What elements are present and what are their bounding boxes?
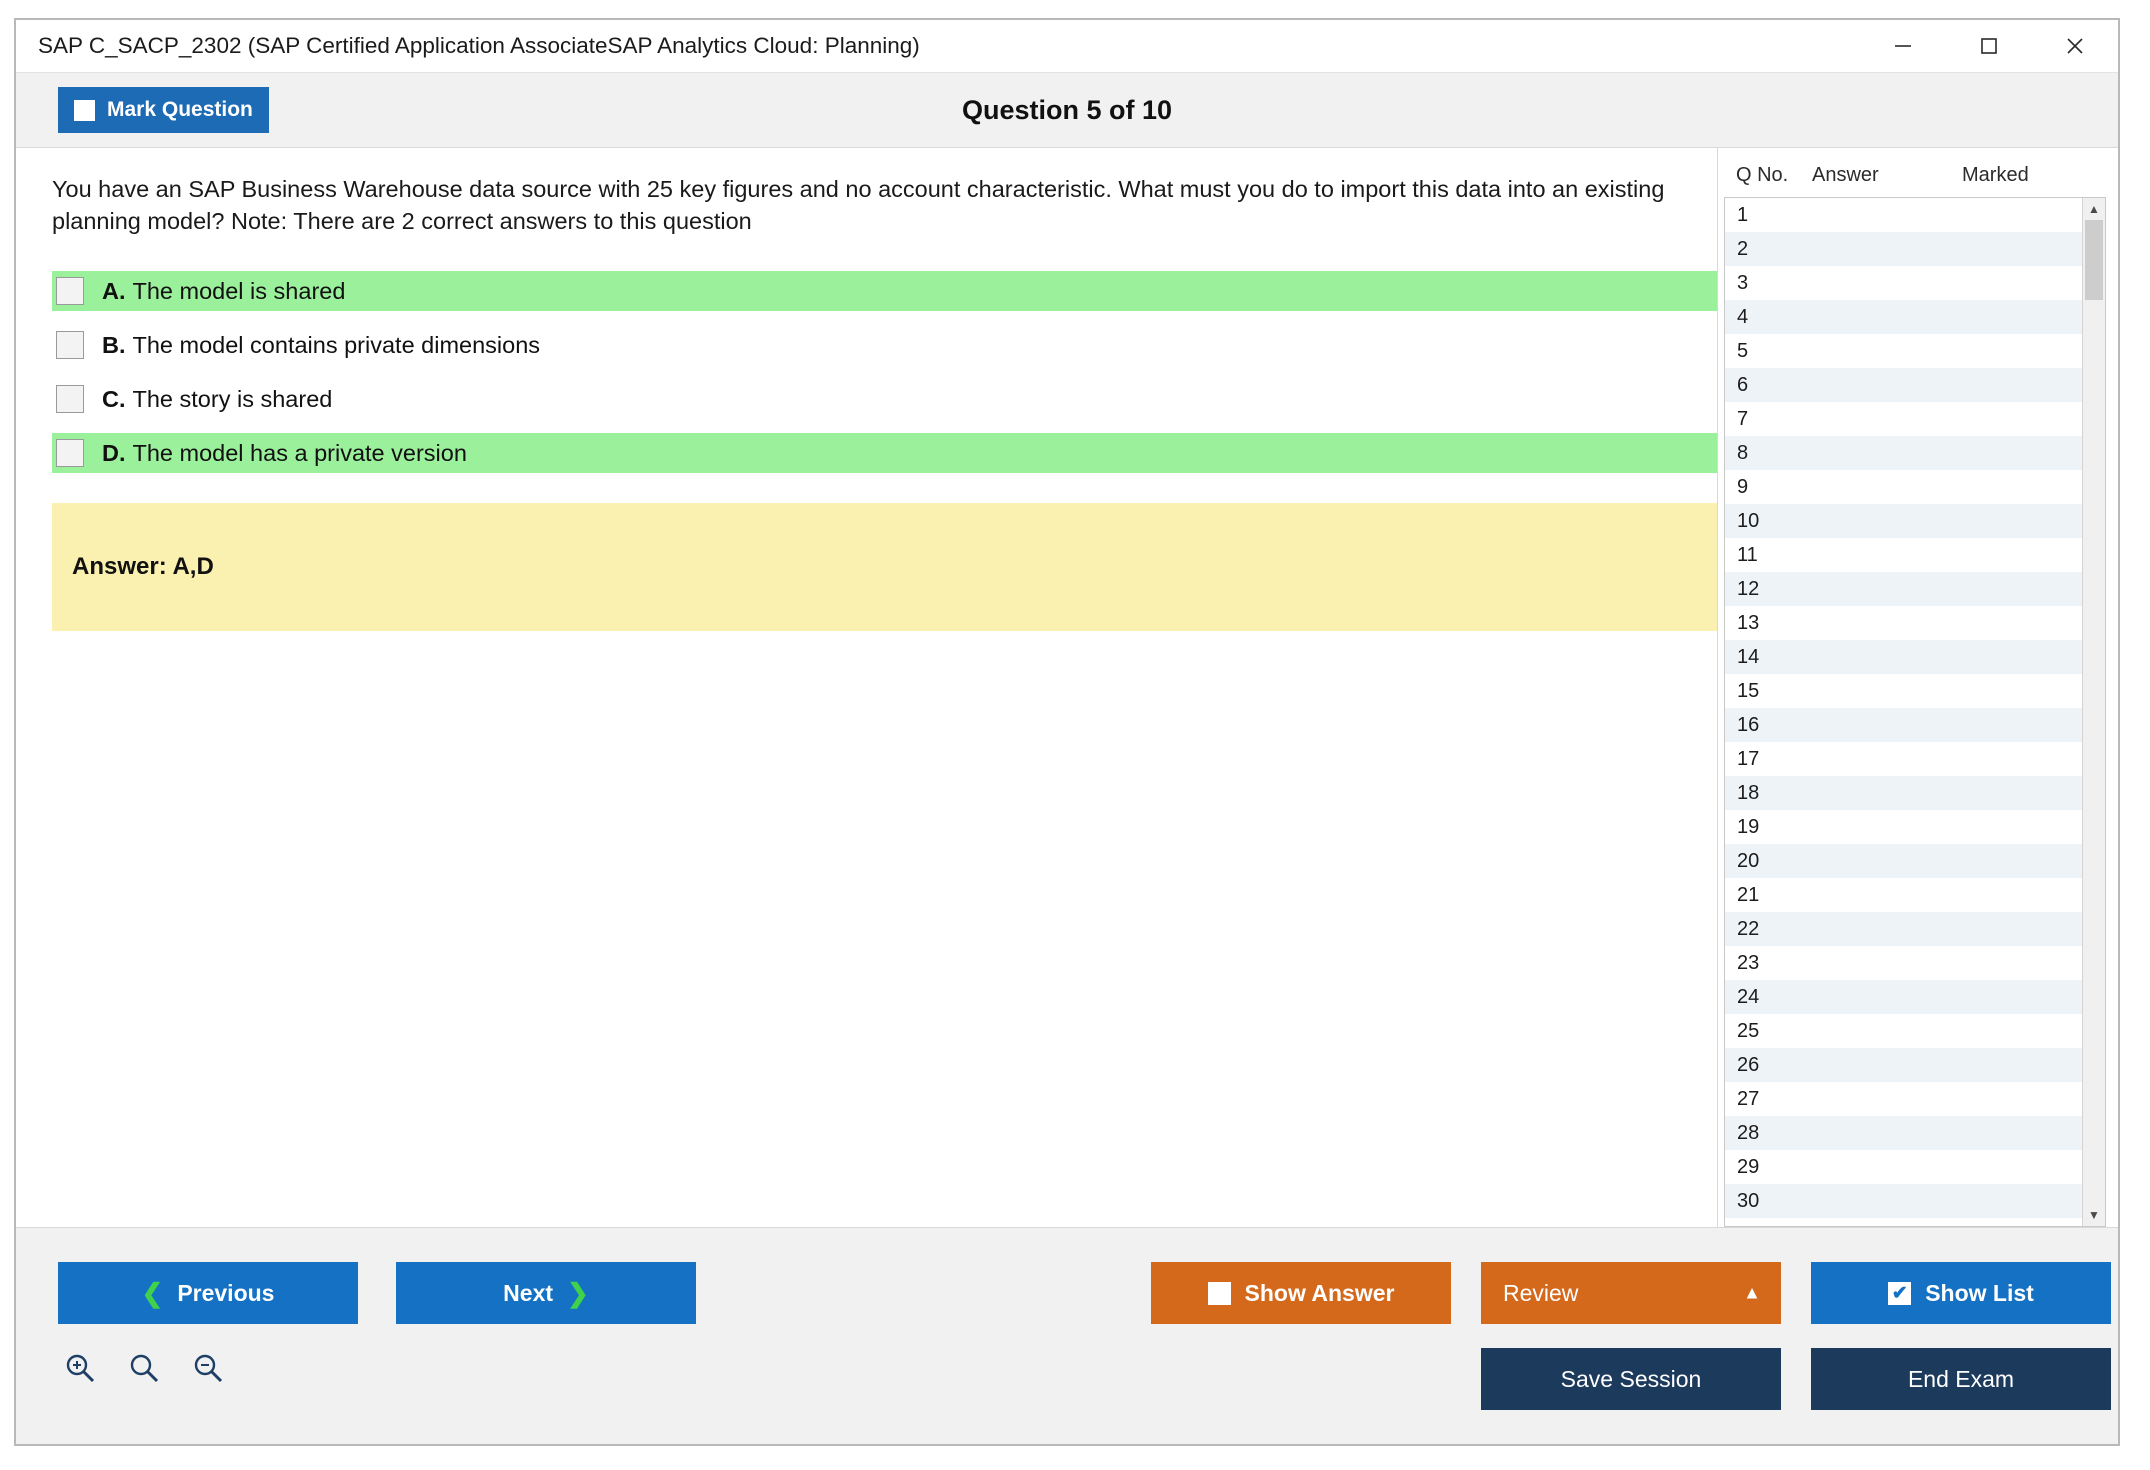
question-list-row-number: 6 xyxy=(1737,373,1749,396)
question-list-row-number: 2 xyxy=(1737,237,1749,260)
question-list-row[interactable] xyxy=(1725,674,2082,708)
show-list-label: Show List xyxy=(1925,1279,2034,1306)
question-list-row[interactable] xyxy=(1725,810,2082,844)
close-button[interactable] xyxy=(2032,20,2118,72)
question-list-row-number: 19 xyxy=(1737,815,1760,838)
maximize-button[interactable] xyxy=(1946,20,2032,72)
option-row-b[interactable] xyxy=(52,325,1718,365)
review-label: Review xyxy=(1503,1279,1579,1306)
option-text-b: The model contains private dimensions xyxy=(132,331,541,358)
minimize-icon xyxy=(1890,33,1916,59)
zoom-out-icon[interactable] xyxy=(186,1346,230,1390)
question-list-row-number: 20 xyxy=(1737,849,1760,872)
mark-question-button[interactable] xyxy=(58,87,269,133)
question-list-row-number: 7 xyxy=(1737,407,1749,430)
question-list-row-number: 4 xyxy=(1737,305,1749,328)
end-exam-button[interactable] xyxy=(1811,1348,2111,1410)
question-list-row[interactable] xyxy=(1725,300,2082,334)
option-text-a: The model is shared xyxy=(132,277,346,304)
question-list-row-number: 10 xyxy=(1737,509,1760,532)
question-list-row-number: 1 xyxy=(1737,203,1749,226)
show-list-checkbox-icon[interactable]: ✔ xyxy=(1888,1282,1911,1305)
question-list-row-number: 24 xyxy=(1737,985,1760,1008)
question-list-row-number: 13 xyxy=(1737,611,1760,634)
question-list-row-number: 11 xyxy=(1737,543,1758,566)
option-checkbox-c[interactable] xyxy=(56,385,84,413)
chevron-left-icon: ❮ xyxy=(141,1277,164,1308)
answer-panel xyxy=(52,503,1718,631)
option-letter-a: A. xyxy=(102,277,126,304)
question-list-row[interactable] xyxy=(1725,1082,2082,1116)
question-list-row-number: 5 xyxy=(1737,339,1749,362)
question-list-row[interactable] xyxy=(1725,334,2082,368)
question-list-row[interactable] xyxy=(1725,878,2082,912)
question-list-row[interactable] xyxy=(1725,538,2082,572)
question-list-row[interactable] xyxy=(1725,504,2082,538)
question-list-row[interactable] xyxy=(1725,232,2082,266)
exam-header xyxy=(16,73,2118,148)
question-list-row-number: 14 xyxy=(1737,645,1760,668)
save-session-button[interactable] xyxy=(1481,1348,1781,1410)
maximize-icon xyxy=(1976,33,2002,59)
question-list-header xyxy=(1724,158,2106,198)
question-list-row-number: 18 xyxy=(1737,781,1760,804)
option-row-c[interactable] xyxy=(52,379,1718,419)
mark-question-label: Mark Question xyxy=(107,98,253,121)
question-list-row[interactable] xyxy=(1725,776,2082,810)
question-counter: Question 5 of 10 xyxy=(961,94,1173,125)
show-answer-label: Show Answer xyxy=(1244,1279,1395,1306)
question-list-row[interactable] xyxy=(1725,640,2082,674)
review-dropdown[interactable] xyxy=(1481,1262,1781,1324)
question-list-row[interactable] xyxy=(1725,198,2082,232)
question-list-row[interactable] xyxy=(1725,912,2082,946)
question-list-row-number: 30 xyxy=(1737,1189,1760,1212)
question-list-row-number: 9 xyxy=(1737,475,1749,498)
question-list-row[interactable] xyxy=(1725,572,2082,606)
question-list-row[interactable] xyxy=(1725,368,2082,402)
body-area xyxy=(16,148,2118,1227)
question-list-row-number: 16 xyxy=(1737,713,1760,736)
zoom-search-icon[interactable] xyxy=(122,1346,166,1390)
question-list-row-number: 12 xyxy=(1737,577,1760,600)
option-letter-d: D. xyxy=(102,439,126,466)
title-bar xyxy=(16,20,2118,73)
column-header-answer: Answer xyxy=(1812,164,1879,186)
question-list-row[interactable] xyxy=(1725,266,2082,300)
question-list-row[interactable] xyxy=(1725,1150,2082,1184)
question-list-row-number: 3 xyxy=(1737,271,1749,294)
mark-question-checkbox-icon[interactable] xyxy=(74,100,95,121)
question-list-row[interactable] xyxy=(1725,1116,2082,1150)
scroll-up-arrow-icon[interactable]: ▲ xyxy=(2083,198,2105,220)
end-exam-label: End Exam xyxy=(1907,1365,2015,1392)
question-list-row-number: 22 xyxy=(1737,917,1760,940)
option-text-c: The story is shared xyxy=(132,385,333,412)
question-list-row[interactable] xyxy=(1725,844,2082,878)
question-list-body xyxy=(1724,198,2106,1227)
option-text-d: The model has a private version xyxy=(132,439,467,466)
question-list-row[interactable] xyxy=(1725,1184,2082,1218)
question-list-row[interactable] xyxy=(1725,470,2082,504)
column-header-marked: Marked xyxy=(1962,164,2029,186)
option-row-a[interactable] xyxy=(52,271,1718,311)
question-list-row-number: 8 xyxy=(1737,441,1749,464)
question-list-row[interactable] xyxy=(1725,606,2082,640)
question-list-row-number: 23 xyxy=(1737,951,1760,974)
column-header-qno: Q No. xyxy=(1736,164,1789,186)
close-icon xyxy=(2060,31,2090,61)
question-list-row-number: 15 xyxy=(1737,679,1760,702)
question-text: You have an SAP Business Warehouse data source with 25 key figures and no account characteristic. What must you do to import this data into an existing planning model? Note: There are 2 correct answers to this question xyxy=(52,176,1665,234)
option-row-d[interactable] xyxy=(52,433,1718,473)
next-button[interactable] xyxy=(396,1262,696,1324)
options-list xyxy=(52,271,1687,473)
show-list-button[interactable] xyxy=(1811,1262,2111,1324)
chevron-up-icon: ▲ xyxy=(1743,1282,1761,1303)
option-letter-b: B. xyxy=(102,331,126,358)
save-session-label: Save Session xyxy=(1560,1365,1702,1392)
question-list-row-number: 21 xyxy=(1737,883,1760,906)
question-list-row-number: 26 xyxy=(1737,1053,1760,1076)
question-list-row[interactable] xyxy=(1725,1014,2082,1048)
question-list-row[interactable] xyxy=(1725,436,2082,470)
question-list-row[interactable] xyxy=(1725,708,2082,742)
option-checkbox-b[interactable] xyxy=(56,331,84,359)
chevron-right-icon: ❯ xyxy=(567,1277,589,1308)
question-list-pane xyxy=(1718,148,2118,1227)
question-pane xyxy=(16,148,1718,1227)
zoom-toolbar xyxy=(58,1346,230,1390)
question-list-rows[interactable] xyxy=(1725,198,2082,1226)
question-list-row[interactable] xyxy=(1725,946,2082,980)
question-list-row[interactable] xyxy=(1725,1048,2082,1082)
next-label: Next xyxy=(503,1279,554,1306)
option-checkbox-d[interactable] xyxy=(56,439,84,467)
option-checkbox-a[interactable] xyxy=(56,277,84,305)
question-list-row-number: 25 xyxy=(1737,1019,1760,1042)
answer-label: Answer: A,D xyxy=(72,553,214,581)
minimize-button[interactable] xyxy=(1860,20,1946,72)
question-list-row[interactable] xyxy=(1725,980,2082,1014)
previous-button[interactable] xyxy=(58,1262,358,1324)
window-title: SAP C_SACP_2302 (SAP Certified Application AssociateSAP Analytics Cloud: Planning) xyxy=(38,33,920,58)
option-letter-c: C. xyxy=(102,385,126,412)
question-list-row-number: 27 xyxy=(1737,1087,1760,1110)
show-answer-button[interactable] xyxy=(1151,1262,1451,1324)
question-list-row[interactable] xyxy=(1725,402,2082,436)
scroll-down-arrow-icon[interactable]: ▼ xyxy=(2083,1204,2105,1226)
show-answer-checkbox-icon[interactable] xyxy=(1208,1282,1231,1305)
question-list-row-number: 28 xyxy=(1737,1121,1760,1144)
question-list-scrollbar[interactable] xyxy=(2082,198,2105,1226)
question-list-row-number: 17 xyxy=(1737,747,1760,770)
zoom-in-icon[interactable] xyxy=(58,1346,102,1390)
previous-label: Previous xyxy=(177,1279,275,1306)
exam-window xyxy=(14,18,2120,1446)
footer-toolbar xyxy=(16,1227,2118,1444)
question-list-row-number: 29 xyxy=(1737,1155,1760,1178)
scrollbar-thumb[interactable] xyxy=(2085,220,2103,300)
question-list-row[interactable] xyxy=(1725,742,2082,776)
